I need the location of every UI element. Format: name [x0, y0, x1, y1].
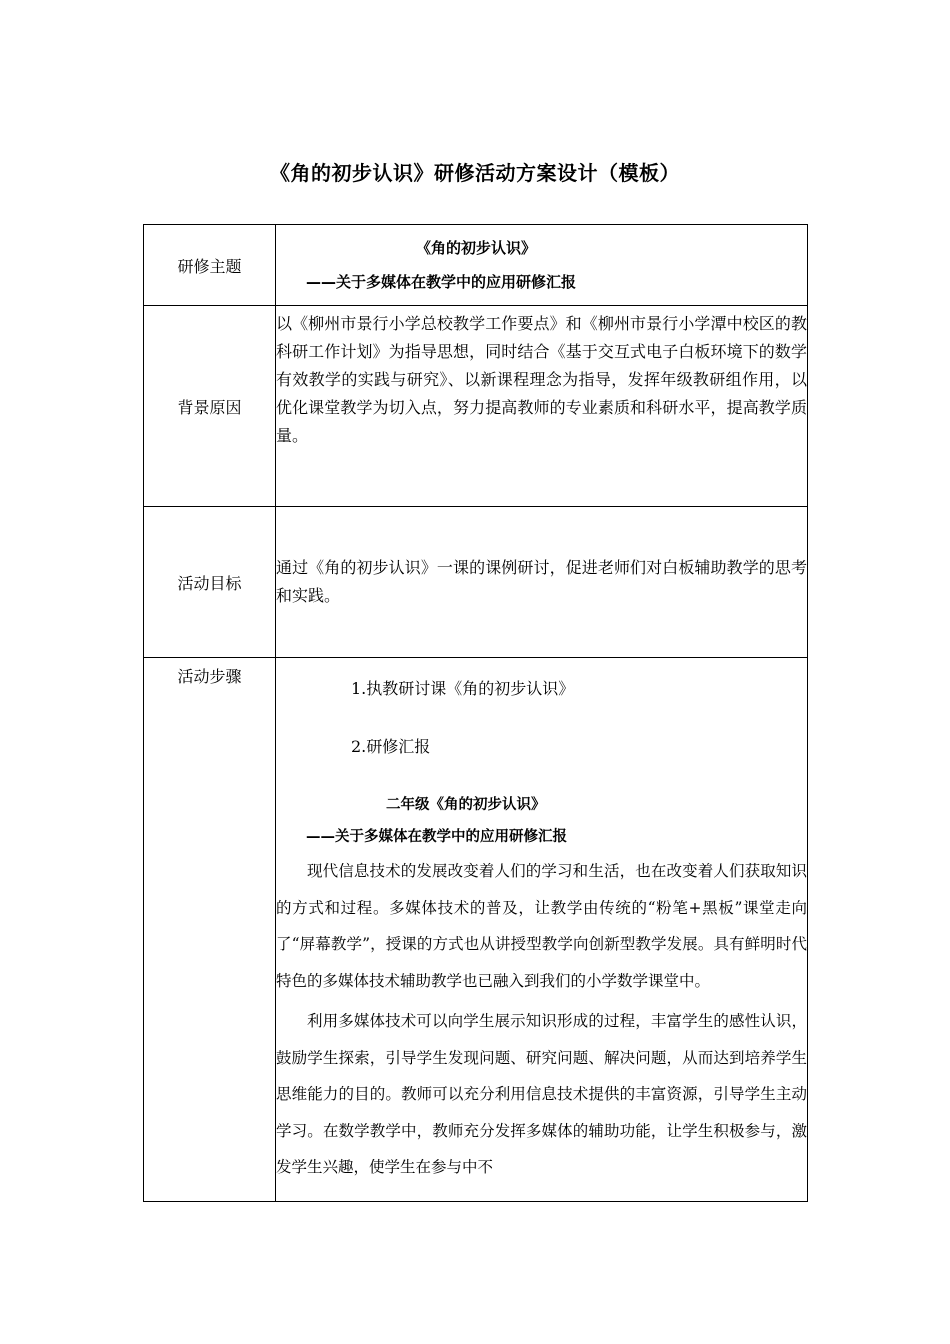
step-1: 1.执教研讨课《角的初步认识》: [351, 679, 575, 699]
table-row-goal: [144, 507, 808, 658]
background-content: [276, 306, 808, 507]
report-title-2: ——关于多媒体在教学中的应用研修汇报: [306, 829, 567, 846]
theme-line-2: ——关于多媒体在教学中的应用研修汇报: [306, 273, 577, 291]
goal-text: 通过《角的初步认识》一课的课例研讨，促进老师们对白板辅助教学的思考和实践。: [276, 558, 807, 605]
goal-label: 活动目标: [144, 507, 276, 658]
steps-label: [144, 658, 276, 1202]
table-row-steps: [144, 658, 808, 1202]
steps-content: [276, 658, 808, 1202]
steps-label-text: 活动步骤: [177, 667, 242, 686]
report-paragraph-1: 现代信息技术的发展改变着人们的学习和生活，也在改变着人们获取知识的方式和过程。多媒体技术的普及，让教学由传统的“粉笔+黑板”课堂走向了“屏幕教学”，授课的方式也从讲授型教学向创新型教学发展。具有鲜明时代特色的多媒体技术辅助教学也已融入到我们的小学数学课堂中。: [276, 862, 807, 990]
goal-content: [276, 507, 808, 658]
theme-content: [276, 225, 808, 306]
report-title-1: 二年级《角的初步认识》: [386, 797, 546, 814]
background-text: 以《柳州市景行小学总校教学工作要点》和《柳州市景行小学潭中校区的教科研工作计划》为指导思想，同时结合《基于交互式电子白板环境下的数学有效教学的实践与研究》、以新课程理念为指导，发挥年级教研组作用，以优化课堂教学为切入点，努力提高教师的专业素质和科研水平，提高教学质量。: [276, 314, 807, 445]
table-row-background: [144, 306, 808, 507]
theme-line-1: 《角的初步认识》: [416, 239, 537, 257]
report-paragraph-2: 利用多媒体技术可以向学生展示知识形成的过程，丰富学生的感性认识，鼓励学生探索，引导学生发现问题、研究问题、解决问题，从而达到培养学生思维能力的目的。教师可以充分利用信息技术提供的丰富资源，引导学生主动学习。在数学教学中，教师充分发挥多媒体的辅助功能，让学生积极参与，激发学生兴趣，使学生在参与中不: [276, 1012, 807, 1177]
step-2: 2.研修汇报: [351, 737, 431, 757]
activity-plan-table: [143, 224, 808, 1202]
background-label: 背景原因: [144, 306, 276, 507]
document-title: 《角的初步认识》研修活动方案设计（模板）: [270, 161, 680, 185]
theme-label: 研修主题: [144, 225, 276, 306]
table-row-theme: [144, 225, 808, 306]
